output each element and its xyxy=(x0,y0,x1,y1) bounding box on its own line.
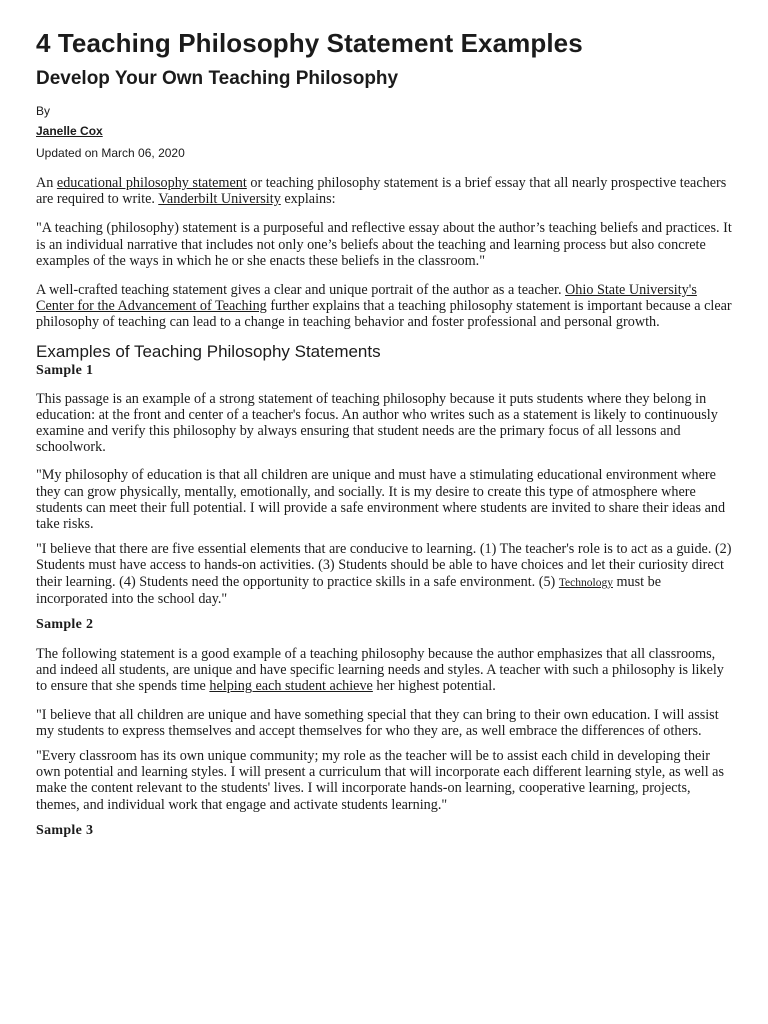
text-segment: or teaching philosophy statement is a brief essay that all nearly prospective teachers are required to write. xyxy=(36,175,727,208)
intro-paragraph-1 xyxy=(36,175,735,207)
page-title: 4 Teaching Philosophy Statement Examples xyxy=(36,28,583,58)
sample-3-label: Sample 3 xyxy=(36,822,94,838)
ohio-state-link[interactable]: Ohio State University's Center for the Advancement of Teaching xyxy=(36,282,697,315)
educational-philosophy-link[interactable]: educational philosophy statement xyxy=(56,175,247,191)
page-subtitle: Develop Your Own Teaching Philosophy xyxy=(36,68,399,89)
byline-label: By xyxy=(36,104,51,118)
technology-link[interactable]: Technology xyxy=(558,576,613,589)
sample-2-quote-1: "I believe that all children are unique and have something special that they can bring to their own education. I will assist my students to express themselves and accept themselves for who they are, as well embrace the differences of others. xyxy=(36,706,719,739)
vanderbilt-quote: "A teaching (philosophy) statement is a purposeful and reflective essay about the author’s teaching beliefs and practices. It is an individual narrative that includes not only one’s beliefs about the teaching and learning process but also concrete examples of the ways in which he or she enacts these beliefs in the classroom." xyxy=(36,220,732,269)
intro-paragraph-3 xyxy=(36,282,735,331)
sample-1-quote-1: "My philosophy of education is that all children are unique and must have a stimulating educational environment where they can grow physically, mentally, emotionally, and socially. It is my desire to create this type of atmosphere where students can meet their full potential. I will provide a safe environment where students are invited to share their ideas and take risks. xyxy=(36,467,726,533)
helping-each-student-link[interactable]: helping each student achieve xyxy=(209,678,373,695)
text-segment: "I believe that there are five essential elements that are conducive to learning. (1) The teacher's role is to act as a guide. (2) Students must have access to hands-on activities. (3) Students should be able to have choices and let their curiosity direct their learning. (4) Students need the opportunity to practice skills in a safe environment. (5) xyxy=(36,541,732,590)
sample-2-description xyxy=(36,646,735,695)
sample-2-label: Sample 2 xyxy=(36,617,94,633)
sample-1-description: This passage is an example of a strong statement of teaching philosophy because it puts students where they belong in education: at the front and center of a teacher's focus. An author who writes such as a statement is likely to continuously examine and verify this philosophy by always ensuring that student needs are the primary focus of all lessons and schoolwork. xyxy=(36,390,718,456)
text-segment: explains: xyxy=(280,191,336,208)
text-segment: must be incorporated into the school day." xyxy=(36,573,662,607)
sample-1-quote-2 xyxy=(36,541,735,607)
vanderbilt-link[interactable]: Vanderbilt University xyxy=(158,191,281,208)
text-segment: An xyxy=(36,175,57,191)
author-link[interactable]: Janelle Cox xyxy=(36,124,103,138)
text-segment: A well-crafted teaching statement gives a clear and unique portrait of the author as a teacher. xyxy=(36,282,566,299)
examples-heading: Examples of Teaching Philosophy Statements xyxy=(36,341,381,361)
updated-date: Updated on March 06, 2020 xyxy=(36,146,185,160)
text-segment: further explains that a teaching philosophy statement is important because a clear philosophy of teaching can lead to a change in teaching behavior and foster professional and personal growth. xyxy=(36,298,732,331)
sample-2-quote-2: "Every classroom has its own unique community; my role as the teacher will be to assist each child in developing their own potential and learning styles. I will present a curriculum that will incorporate each different learning style, as well as make the content relevant to the students' lives. I will incorporate hands-on learning, cooperative learning, projects, themes, and individual work that engage and activate students learning." xyxy=(36,748,725,813)
text-segment: her highest potential. xyxy=(372,678,496,695)
sample-1-label: Sample 1 xyxy=(36,362,94,378)
text-segment: The following statement is a good example of a teaching philosophy because the author emphasizes that all classrooms, and indeed all students, are unique and have specific learning needs and styles. A teacher with such a philosophy is likely to ensure that she spends time xyxy=(36,646,724,695)
